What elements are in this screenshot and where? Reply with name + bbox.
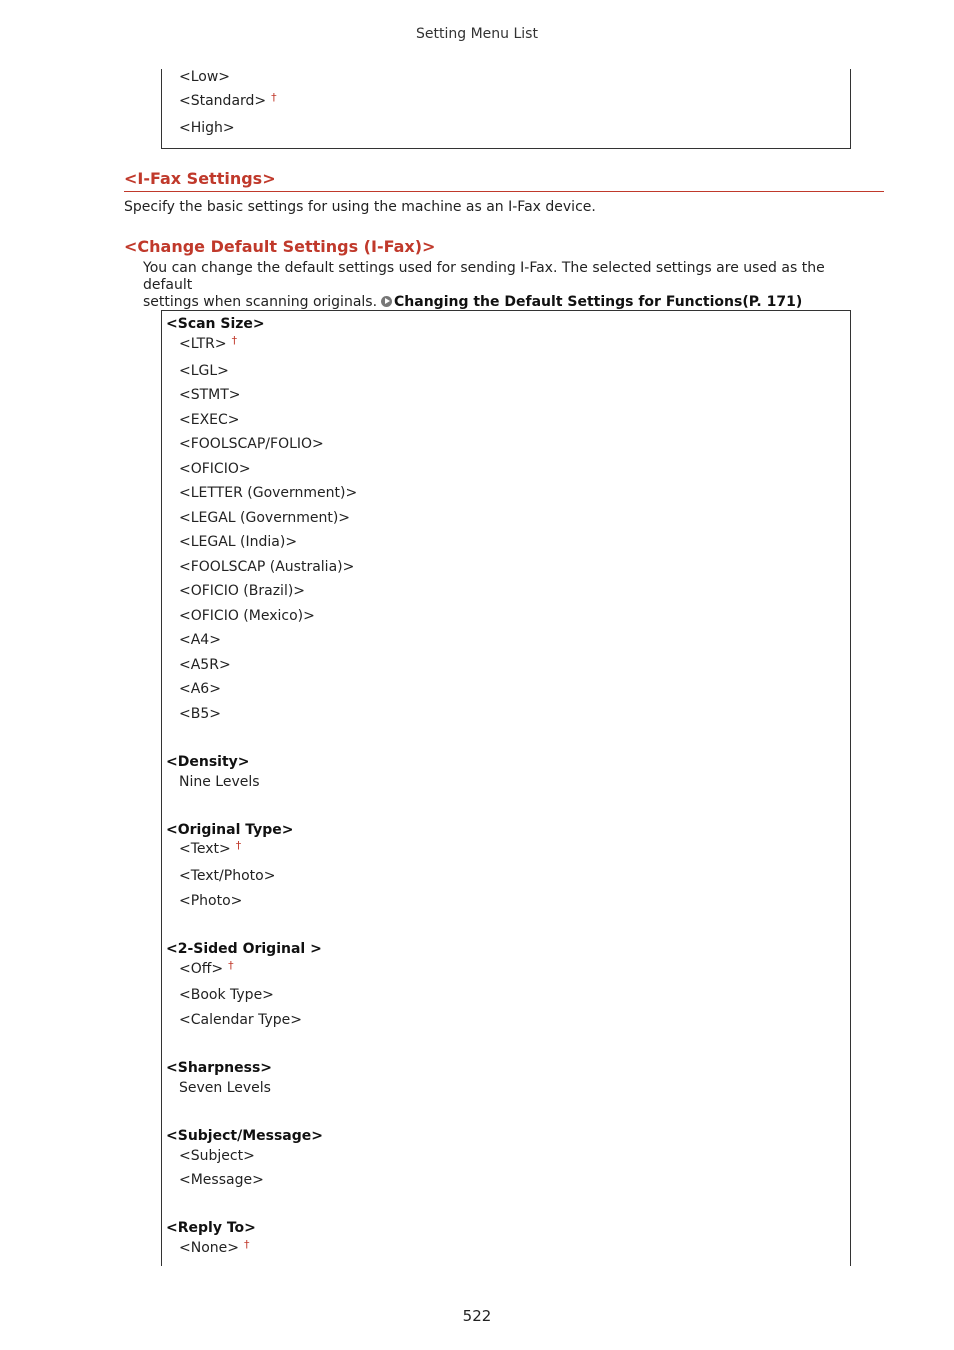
option-legal-government: <LEGAL (Government)> bbox=[179, 510, 351, 526]
group-title-density: <Density> bbox=[166, 754, 250, 770]
ifax-description: Specify the basic settings for using the machine as an I-Fax device. bbox=[124, 199, 596, 215]
option-exec: <EXEC> bbox=[179, 412, 240, 428]
section-title-ifax-settings: <I-Fax Settings> bbox=[124, 169, 276, 188]
description-line-2-text: settings when scanning originals. bbox=[143, 294, 378, 310]
default-marker: † bbox=[235, 839, 242, 852]
default-marker: † bbox=[271, 91, 277, 104]
group-title-subject-message: <Subject/Message> bbox=[166, 1128, 323, 1144]
option-high: <High> bbox=[179, 120, 235, 136]
section-divider bbox=[124, 191, 884, 192]
option-stmt: <STMT> bbox=[179, 387, 241, 403]
option-oficio-mexico: <OFICIO (Mexico)> bbox=[179, 608, 315, 624]
default-marker: † bbox=[228, 959, 234, 972]
option-text-photo: <Text/Photo> bbox=[179, 868, 276, 884]
option-a4: <A4> bbox=[179, 632, 221, 648]
option-subject: <Subject> bbox=[179, 1148, 255, 1164]
option-foolscap-folio: <FOOLSCAP/FOLIO> bbox=[179, 436, 324, 452]
option-text: <Text> † bbox=[179, 839, 242, 857]
page-header: Setting Menu List bbox=[416, 26, 538, 42]
option-seven-levels: Seven Levels bbox=[179, 1080, 271, 1096]
group-title-2-sided-original: <2-Sided Original > bbox=[166, 941, 322, 957]
option-a5r: <A5R> bbox=[179, 657, 231, 673]
option-lgl: <LGL> bbox=[179, 363, 229, 379]
option-oficio: <OFICIO> bbox=[179, 461, 251, 477]
option-oficio-brazil: <OFICIO (Brazil)> bbox=[179, 583, 306, 599]
description-line-1: You can change the default settings used for sending I-Fax. The selected settings are used as the default bbox=[143, 260, 825, 293]
default-marker: † bbox=[244, 1238, 250, 1251]
link-arrow-icon bbox=[381, 296, 392, 307]
option-low: <Low> bbox=[179, 69, 231, 85]
page-number: 522 bbox=[462, 1307, 492, 1325]
option-calendar-type: <Calendar Type> bbox=[179, 1012, 303, 1028]
group-title-sharpness: <Sharpness> bbox=[166, 1060, 273, 1076]
option-a6: <A6> bbox=[179, 681, 221, 697]
section-title-change-default: <Change Default Settings (I-Fax)> bbox=[124, 237, 436, 256]
option-photo: <Photo> bbox=[179, 893, 243, 909]
option-off: <Off> † bbox=[179, 959, 234, 977]
option-b5: <B5> bbox=[179, 706, 221, 722]
option-message: <Message> bbox=[179, 1172, 264, 1188]
group-title-reply-to: <Reply To> bbox=[166, 1220, 256, 1236]
option-none: <None> † bbox=[179, 1238, 250, 1256]
option-letter-government: <LETTER (Government)> bbox=[179, 485, 358, 501]
option-legal-india: <LEGAL (India)> bbox=[179, 534, 298, 550]
link-changing-default-settings[interactable]: Changing the Default Settings for Functions(P. 171) bbox=[394, 294, 803, 310]
description-line-2 bbox=[143, 294, 863, 311]
group-title-scan-size: <Scan Size> bbox=[166, 316, 265, 332]
option-foolscap-australia: <FOOLSCAP (Australia)> bbox=[179, 559, 355, 575]
change-default-description bbox=[143, 260, 863, 311]
group-title-original-type: <Original Type> bbox=[166, 822, 294, 838]
option-book-type: <Book Type> bbox=[179, 987, 274, 1003]
menu-options-box-top bbox=[161, 69, 851, 149]
option-ltr: <LTR> † bbox=[179, 334, 238, 352]
option-nine-levels: Nine Levels bbox=[179, 774, 260, 790]
option-standard: <Standard> † bbox=[179, 91, 277, 109]
menu-options-box-main bbox=[161, 310, 851, 1266]
default-marker: † bbox=[231, 334, 238, 347]
